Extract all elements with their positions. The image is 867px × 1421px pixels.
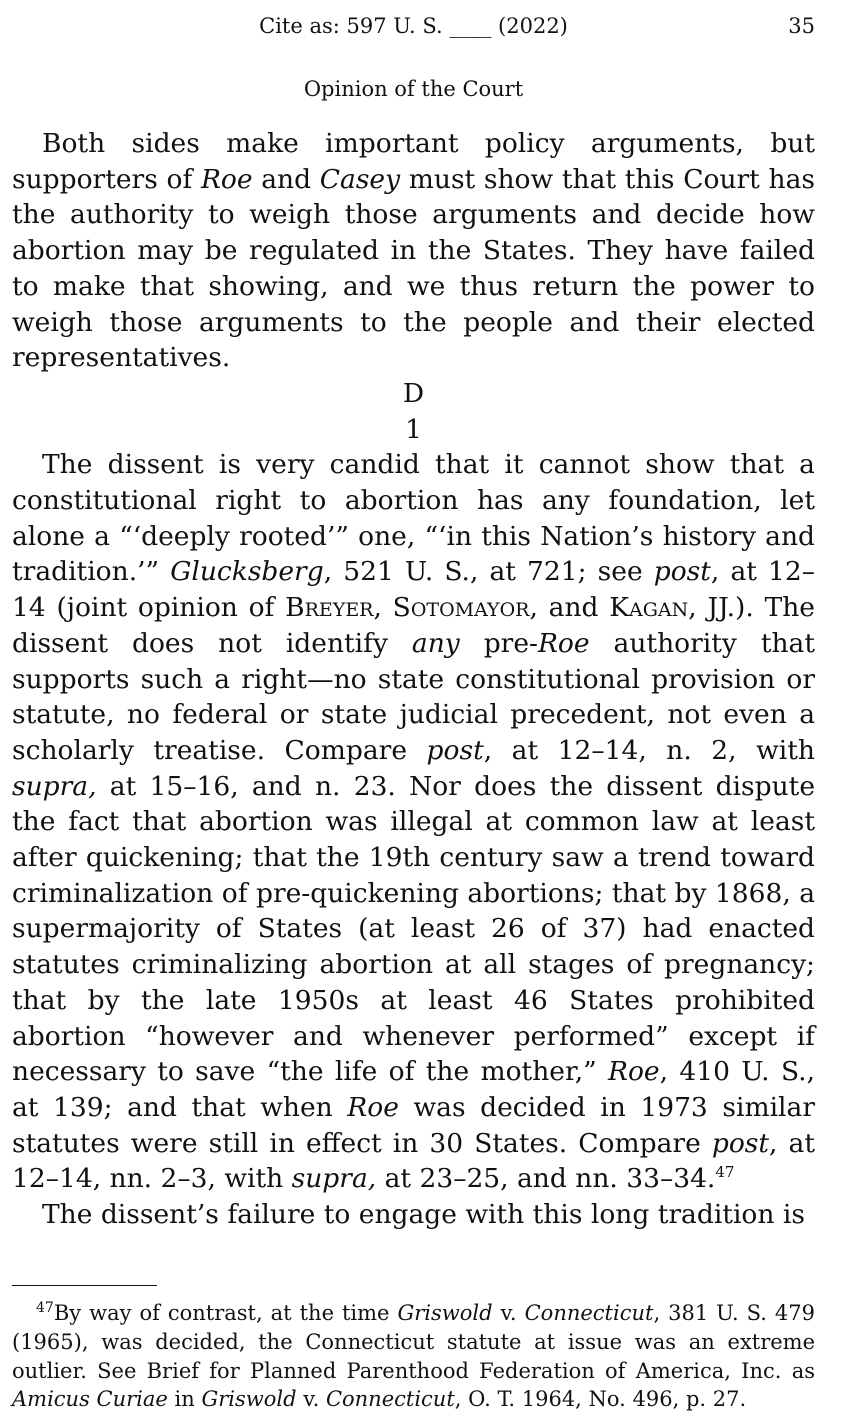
- citation-supra: supra,: [291, 1163, 377, 1195]
- text-run: and: [252, 163, 320, 195]
- section-heading-letter: D: [402, 377, 425, 409]
- text-run: , 521 U. S., at 721; see: [323, 556, 654, 588]
- text-run: , at 12–14, n. 2, with: [483, 734, 815, 766]
- text-run: , JJ.). The dissent does not identify: [12, 592, 815, 659]
- opinion-label: Opinion of the Court: [303, 77, 524, 101]
- text-run: By way of contrast, at the time: [53, 1301, 398, 1325]
- text-run: at 23–25, and nn. 33–34.: [376, 1163, 716, 1195]
- text-run: v.: [492, 1301, 525, 1325]
- amicus-curiae-term: Amicus Curiae: [12, 1387, 168, 1412]
- case-name-griswold: Griswold: [397, 1301, 493, 1325]
- text-run: v.: [296, 1387, 326, 1412]
- citation-post: post: [653, 556, 711, 588]
- case-name-roe: Roe: [347, 1091, 399, 1123]
- running-header: [12, 14, 815, 42]
- citation-post: post: [426, 734, 484, 766]
- footnote-divider: [12, 1285, 157, 1286]
- case-name-roe: Roe: [608, 1056, 660, 1088]
- case-name-roe: Roe: [200, 163, 253, 195]
- text-run: must show that this Court has the authority to weigh those arguments and decide how abortion may be regulated in the States. They have failed to make that showing, and we thus return the power to weigh those arguments to the people and their elected representatives.: [12, 163, 815, 374]
- justice-name-kagan: Kagan: [609, 592, 689, 624]
- citation-post: post: [711, 1127, 770, 1159]
- section-heading-number: 1: [405, 413, 422, 445]
- text-run: , and: [529, 592, 610, 624]
- citation-line: Cite as: 597 U. S. ____ (2022): [259, 14, 568, 38]
- text-run: pre-: [459, 627, 538, 659]
- case-name-connecticut: Connecticut: [325, 1387, 455, 1412]
- text-run: was decided in 1973 similar statutes were still in effect in 30 States. Compare: [12, 1091, 815, 1159]
- text-run: , 410 U. S., at 139; and that when: [12, 1056, 816, 1123]
- text-run: , at 12–14, nn. 2–3, with: [12, 1127, 815, 1195]
- case-name-glucksberg: Glucksberg: [170, 556, 324, 588]
- paragraph-3: The dissent’s failure to engage with this long tradition is: [42, 1199, 805, 1231]
- case-name-casey: Casey: [319, 163, 401, 195]
- text-run: , O. T. 1964, No. 496, p. 27.: [454, 1387, 747, 1412]
- text-run: authority that supports such a right—no state constitutional provision or statute, no federal or state judicial precedent, not even a scholarly treatise. Compare: [12, 627, 815, 766]
- footnote-text: [12, 1299, 815, 1414]
- case-name-roe: Roe: [537, 627, 590, 659]
- text-run: , at 12–14 (joint opinion of: [12, 556, 815, 624]
- text-run: at 15–16, and n. 23. Nor does the dissent dispute the fact that abortion was illegal at common law at least after quickening; that the 19th century saw a trend toward criminalization of pre-quickening abortions; that by 1868, a supermajority of States (at least 26 of 37) had enacted statutes criminalizing abortion at all stages of pregnancy; that by the late 1950s at least 46 States prohibited abortion “however and whenever performed” except if necessary to save “the life of the mother,”: [12, 770, 815, 1088]
- emphasis-any: any: [411, 627, 460, 659]
- page-number: 35: [788, 14, 815, 38]
- text-run: Both sides make important policy arguments, but supporters of: [12, 128, 815, 195]
- footnote-reference[interactable]: 47: [715, 1163, 735, 1182]
- text-run: ,: [373, 592, 393, 624]
- case-name-griswold: Griswold: [201, 1387, 297, 1412]
- justice-name-sotomayor: Sotomayor: [392, 592, 530, 624]
- paragraph-2: [12, 447, 815, 1197]
- footnote-number: 47: [36, 1300, 54, 1316]
- text-run: The dissent is very candid that it cannot show that a constitutional right to abortion has any foundation, let alone a “‘deeply rooted’” one, “‘in this Nation’s history and tradition.’”: [12, 449, 815, 588]
- paragraph-1: [12, 126, 815, 376]
- opinion-body: [12, 126, 815, 1233]
- footnote-47: [12, 1299, 815, 1414]
- text-run: , 381 U. S. 479 (1965), was decided, the Connecticut statute at issue was an extreme outlier. See Brief for Planned Parenthood Federation of America, Inc. as: [12, 1301, 815, 1383]
- justice-name-breyer: Breyer: [285, 592, 374, 624]
- citation-supra: supra,: [12, 770, 97, 802]
- case-name-connecticut: Connecticut: [524, 1301, 654, 1325]
- text-run: in: [167, 1387, 202, 1412]
